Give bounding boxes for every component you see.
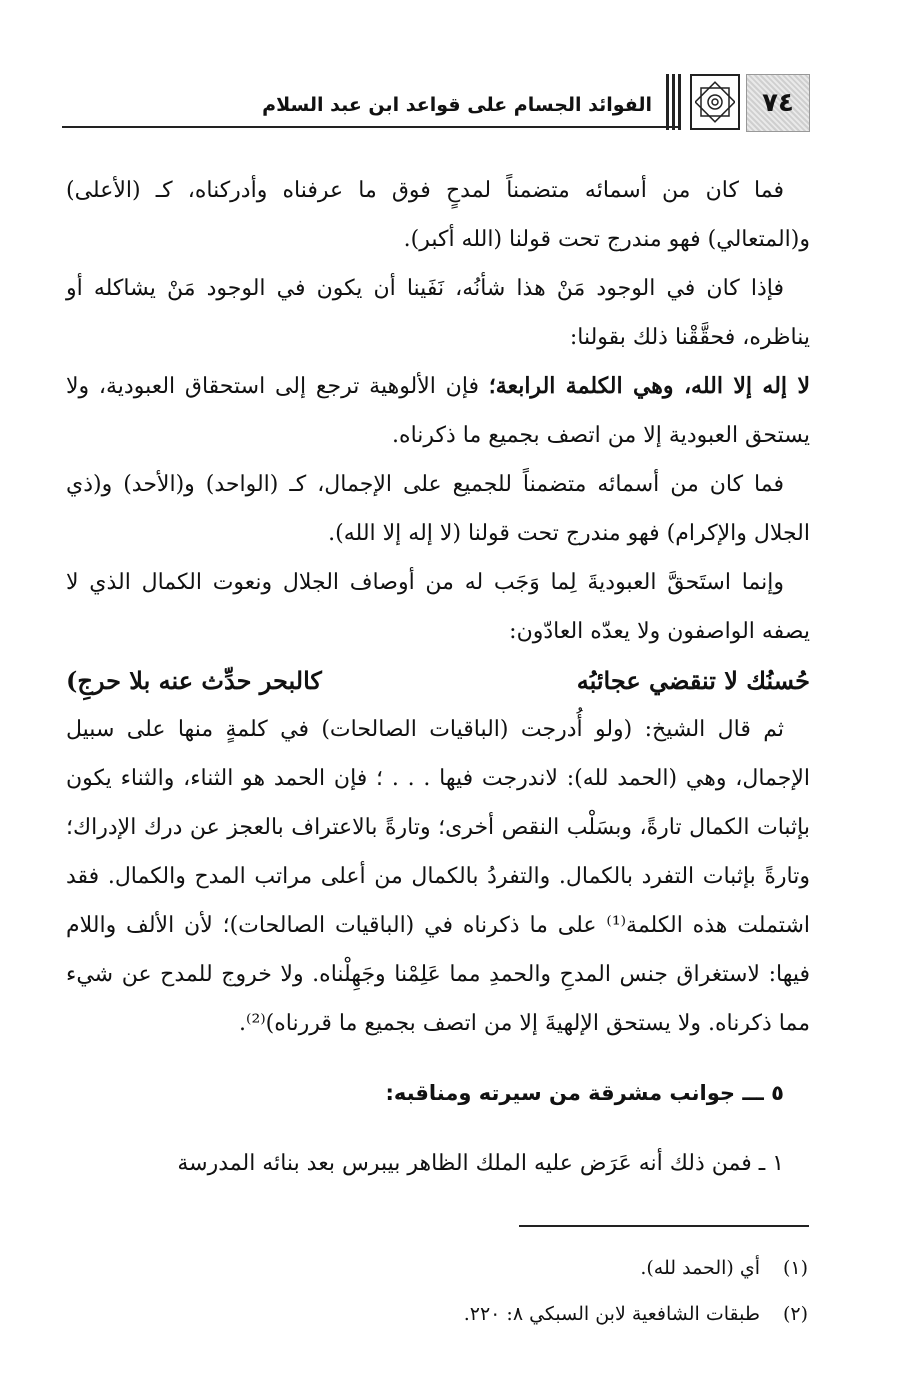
header-rule <box>62 126 680 128</box>
footnote <box>90 1291 808 1337</box>
bold-lead-text: لا إله إلا الله، وهي الكلمة الرابعة؛ <box>488 373 810 399</box>
paragraph-text: فإن الألوهية ترجع إلى استحقاق العبودية، ولا يستحق العبودية إلا من اتصف بجميع ما ذكرناه. <box>66 374 810 448</box>
paragraph: فإذا كان في الوجود مَنْ هذا شأنُه، نَفَينا أن يكون في الوجود مَنْ يشاكله أو يناظره، فحقَّقْنا ذلك بقولنا: <box>66 276 810 350</box>
page-number: ٧٤ <box>746 74 810 132</box>
footnote-text: طبقات الشافعية لابن السبكي ٨: ٢٢٠. <box>463 1303 760 1325</box>
footnote-number: (١) <box>782 1257 808 1279</box>
verse-second-hemistich: كالبحر حدِّث عنه بلا حرجِ) <box>66 666 322 695</box>
header-divider-bars <box>666 74 682 130</box>
paragraph <box>66 362 810 460</box>
paragraph: فما كان من أسمائه متضمناً للجميع على الإجمال، كـ (الواحد) و(الأحد) و(ذي الجلال والإكرام) فهو مندرج تحت قولنا (لا إله إلا الله). <box>66 472 810 546</box>
verse-first-hemistich: حُسنُك لا تنقضي عجائبُه <box>576 666 810 695</box>
page-header <box>62 74 810 132</box>
main-text <box>66 166 810 1188</box>
running-title: الفوائد الجسام على قواعد ابن عبد السلام <box>262 94 652 116</box>
paragraph: وإنما استَحقَّ العبوديةَ لِما وَجَب له من أوصاف الجلال ونعوت الكمال الذي لا يصفه الواصفون ولا يعدّه العادّون: <box>66 570 810 644</box>
ornament-icon <box>690 74 740 130</box>
footnote-text: أي (الحمد لله). <box>640 1257 760 1279</box>
poem-verse <box>66 656 810 705</box>
paragraph: ثم قال الشيخ: (ولو أُدرجت (الباقيات الصالحات) في كلمةٍ منها على سبيل الإجمال، وهي (الحمد لله): لاندرجت فيها . . . ؛ فإن الحمد هو الثناء، والثناء يكون بإثبات الكمال تارةً، وبسَلْب النقص أخرى؛ وتارةً بالاعتراف بالعجز عن درك الإدراك؛ وتارةً بإثبات التفرد بالكمال. والتفردُ بالكمال من أعلى مراتب المدح والكمال. فقد اشتملت هذه الكلمة⁽¹⁾ على ما ذكرناه في (الباقيات الصالحات)؛ لأن الألف واللام فيها: لاستغراق جنس المدحِ والحمدِ مما عَلِمْنا وجَهِلْناه. ولا خروج للمدح عن شيء مما ذكرناه. ولا يستحق الإلهيةَ إلا من اتصف بجميع ما قررناه)⁽²⁾. <box>66 717 810 1036</box>
paragraph: فما كان من أسمائه متضمناً لمدحٍ فوق ما عرفناه وأدركناه، كـ (الأعلى) و(المتعالي) فهو مندرج تحت قولنا (الله أكبر). <box>66 178 810 252</box>
footnote-separator <box>519 1225 809 1227</box>
footnote-number: (٢) <box>782 1303 808 1325</box>
paragraph: ١ ـ فمن ذلك أنه عَرَض عليه الملك الظاهر بيبرس بعد بنائه المدرسة <box>177 1151 784 1176</box>
footnote <box>90 1245 808 1291</box>
section-heading: ٥ ـــ جوانب مشرقة من سيرته ومناقبه: <box>385 1081 784 1105</box>
footnotes <box>90 1245 808 1337</box>
